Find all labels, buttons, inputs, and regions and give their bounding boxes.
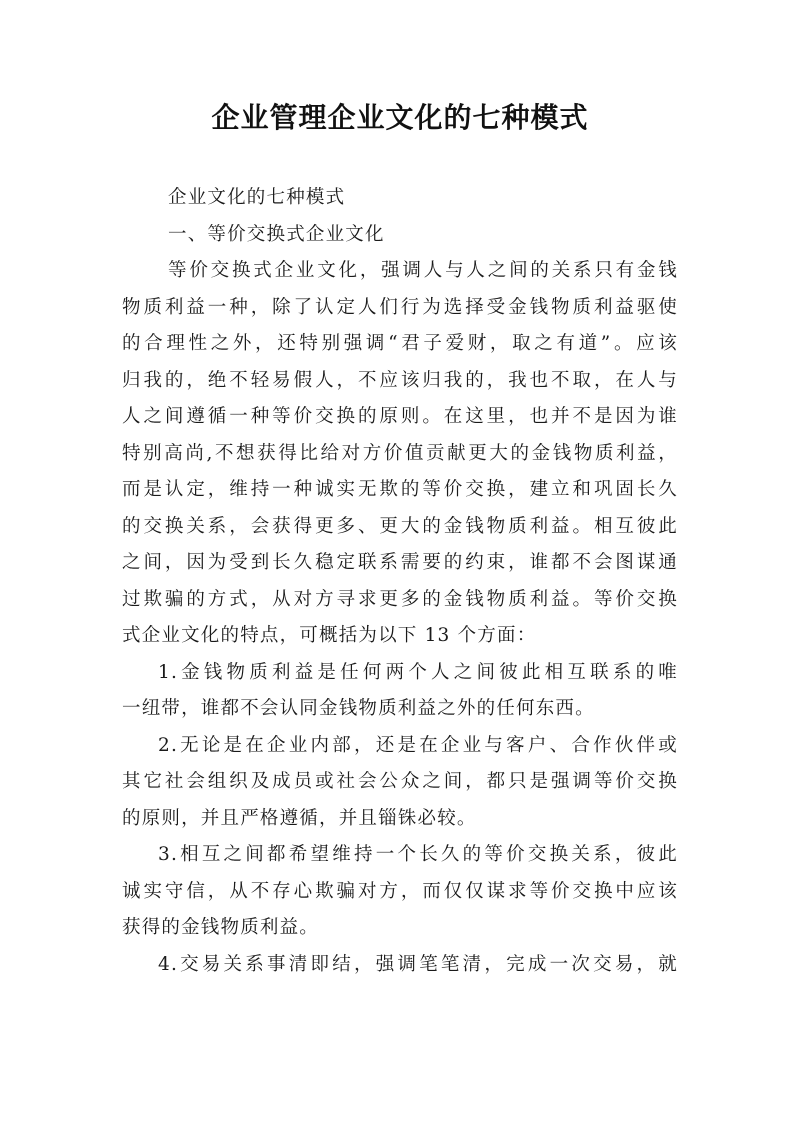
list-item-line: 2.无论是在企业内部，还是在企业与客户、合作伙伴或 [158,734,678,756]
list-item-line: 3.相互之间都希望维持一个长久的等价交换关系，彼此 [158,844,678,865]
list-item-line: 4.交易关系事清即结，强调笔笔清，完成一次交易，就 [158,953,678,975]
paragraph-line: 物质利益一种，除了认定人们行为选择受金钱物质利益驱使 [122,296,678,318]
paragraph-line: 的合理性之外，还特别强调“君子爱财，取之有道”。应该 [122,333,678,354]
list-item-line: 诚实守信，从不存心欺骗对方，而仅仅谋求等价交换中应该 [122,880,678,902]
paragraph-line: 而是认定，维持一种诚实无欺的等价交换，建立和巩固长久 [122,479,678,500]
document-title: 企业管理企业文化的七种模式 [211,101,589,134]
paragraph-line: 特别高尚,不想获得比给对方价值贡献更大的金钱物质利益， [122,442,678,464]
paragraph-line: 的交换关系，会获得更多、更大的金钱物质利益。相互彼此 [122,515,678,537]
paragraph-line: 人之间遵循一种等价交换的原则。在这里，也并不是因为谁 [122,406,678,427]
paragraph-line: 归我的，绝不轻易假人，不应该归我的，我也不取，在人与 [122,369,678,391]
document-body [122,180,678,983]
paragraph-line: 之间，因为受到长久稳定联系需要的约束，谁都不会图谋通 [122,552,678,573]
list-item-line: 1.金钱物质利益是任何两个人之间彼此相互联系的唯 [158,661,678,683]
section-heading: 企业文化的七种模式 [168,187,346,208]
list-item-line: 其它社会组织及成员或社会公众之间，都只是强调等价交换 [122,771,678,792]
list-item-line: 的原则，并且严格遵循，并且锱铢必较。 [122,807,477,829]
list-item-line: 一纽带，谁都不会认同金钱物质利益之外的任何东西。 [122,698,595,719]
paragraph-line: 过欺骗的方式，从对方寻求更多的金钱物质利益。等价交换 [122,588,678,610]
subsection-heading: 一、等价交换式企业文化 [168,223,385,245]
list-item-line: 获得的金钱物质利益。 [122,917,320,938]
paragraph-line: 式企业文化的特点，可概括为以下 13 个方面： [122,625,537,646]
paragraph-line: 等价交换式企业文化，强调人与人之间的关系只有金钱 [168,260,678,281]
